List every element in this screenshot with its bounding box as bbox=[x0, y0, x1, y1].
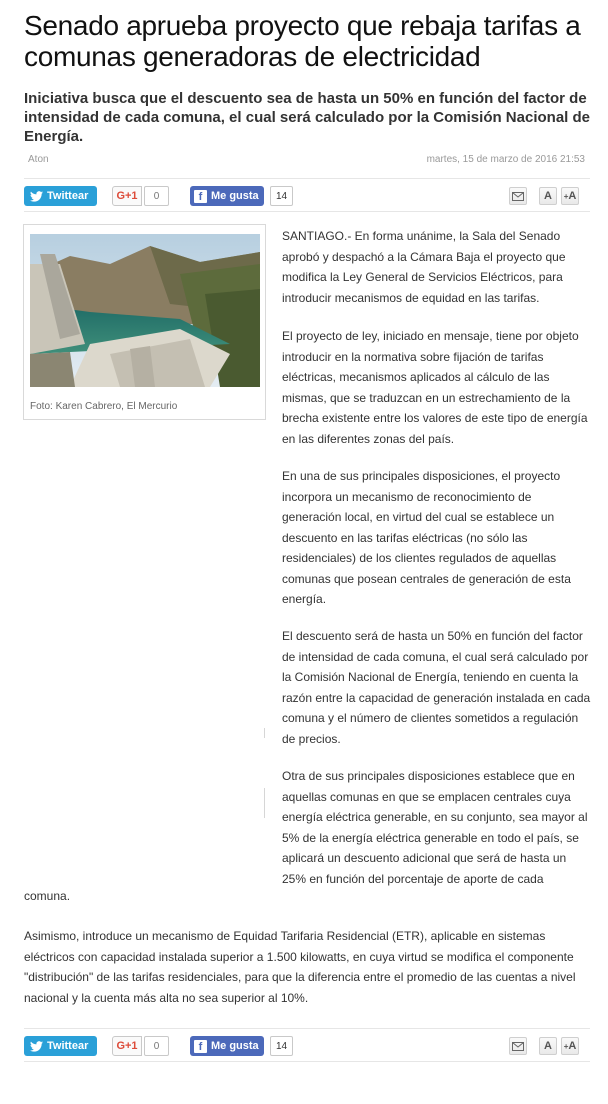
paragraph-1: SANTIAGO.- En forma unánime, la Sala del Senado aprobó y despachó a la Cámara Baja el proyecto que modifica la Ley General de Servicios Eléctricos, para introducir mecanismos de equidad en las tarifas. bbox=[282, 229, 566, 305]
font-decrease-label: A bbox=[544, 1040, 552, 1052]
paragraph-2: El proyecto de ley, iniciado en mensaje, tiene por objeto introducir en la normativa sobre fijación de tarifas eléctricas, mecanismos aplicados al cálculo de las mismas, que se traduzcan en un estrechamiento de la brecha existente entre los valores de este tipo de energía en las diferentes zonas del país. bbox=[282, 329, 588, 446]
column-divider-mark bbox=[264, 788, 265, 818]
paragraph-3: En una de sus principales disposiciones, el proyecto incorpora un mecanismo de reconocimiento de generación local, en virtud del cual se establece un descuento en las tarifas eléctricas (no sólo las residenciales) de los clientes regulados de aquellas comunas que posean centrales de generación de esta energía. bbox=[282, 469, 571, 606]
facebook-icon: f bbox=[194, 1040, 207, 1053]
plus-icon: + bbox=[563, 1041, 569, 1051]
paragraph-5: Otra de sus principales disposiciones establece que en aquellas comunas en que se emplacen centrales cuya energía eléctrica generable, en su conjunto, sea mayor al 5% de la energía eléctrica generable en todo el país, se aplicará un descuento adicional que será de hasta un 25% en función del porcentaje de aporte de cada bbox=[282, 769, 588, 886]
paragraph-6: Asimismo, introduce un mecanismo de Equidad Tarifaria Residencial (ETR), aplicable en sistemas eléctricos con capacidad instalada superior a 1.500 kilowatts, en cuya virtud se modifica el componente "distribución" de las tarifas residenciales, para que la diferencia entre el promedio de las cuentas a nivel nacional y la cuenta más alta no sea superior al 10%. bbox=[24, 929, 576, 1005]
twitter-label: Twittear bbox=[47, 190, 89, 202]
facebook-count: 14 bbox=[270, 186, 293, 206]
facebook-like-button[interactable] bbox=[190, 1036, 264, 1056]
font-decrease-button[interactable] bbox=[539, 187, 557, 205]
facebook-like-button[interactable] bbox=[190, 186, 264, 206]
twitter-button[interactable] bbox=[24, 186, 97, 206]
article-figure bbox=[23, 224, 266, 420]
font-increase-label: A bbox=[568, 1040, 577, 1052]
column-divider-mark bbox=[264, 728, 265, 738]
share-bar-bottom bbox=[24, 1028, 590, 1062]
article-meta bbox=[28, 154, 585, 168]
facebook-label: Me gusta bbox=[211, 190, 259, 202]
email-button[interactable] bbox=[509, 1037, 527, 1055]
email-button[interactable] bbox=[509, 187, 527, 205]
plus-icon: + bbox=[563, 191, 569, 201]
article-subtitle: Iniciativa busca que el descuento sea de hasta un 50% en función del factor de intensidad de cada comuna, el cual será calculado por la Comisión Nacional de Energía. bbox=[24, 90, 591, 145]
font-decrease-button[interactable] bbox=[539, 1037, 557, 1055]
twitter-button[interactable] bbox=[24, 1036, 97, 1056]
font-increase-label: A bbox=[568, 190, 577, 202]
article-author: Aton bbox=[28, 154, 49, 165]
paragraph-5-end: comuna. bbox=[24, 889, 71, 903]
font-increase-button[interactable] bbox=[561, 1037, 579, 1055]
twitter-bird-icon bbox=[30, 191, 43, 202]
gplus-button[interactable]: G+1 bbox=[112, 186, 142, 206]
facebook-count: 14 bbox=[270, 1036, 293, 1056]
envelope-icon bbox=[512, 1042, 524, 1051]
gplus-count: 0 bbox=[144, 186, 169, 206]
twitter-bird-icon bbox=[30, 1041, 43, 1052]
facebook-label: Me gusta bbox=[211, 1040, 259, 1052]
gplus-count: 0 bbox=[144, 1036, 169, 1056]
image-caption: Foto: Karen Cabrero, El Mercurio bbox=[30, 401, 178, 412]
twitter-label: Twittear bbox=[47, 1040, 89, 1052]
facebook-icon: f bbox=[194, 190, 207, 203]
envelope-icon bbox=[512, 192, 524, 201]
article-headline: Senado aprueba proyecto que rebaja tarifas a comunas generadoras de electricidad bbox=[24, 10, 581, 72]
font-increase-button[interactable] bbox=[561, 187, 579, 205]
paragraph-4: El descuento será de hasta un 50% en función del factor de intensidad de cada comuna, el cual será calculado por la Comisión Nacional de Energía, teniendo en cuenta la razón entre la capacidad de generación instalada en cada comuna y el número de clientes sometidos a regulación de precios. bbox=[282, 629, 591, 746]
article-date: martes, 15 de marzo de 2016 21:53 bbox=[426, 154, 585, 165]
font-decrease-label: A bbox=[544, 190, 552, 202]
share-bar-top bbox=[24, 178, 590, 212]
dam-photo bbox=[30, 234, 260, 387]
gplus-button[interactable]: G+1 bbox=[112, 1036, 142, 1056]
